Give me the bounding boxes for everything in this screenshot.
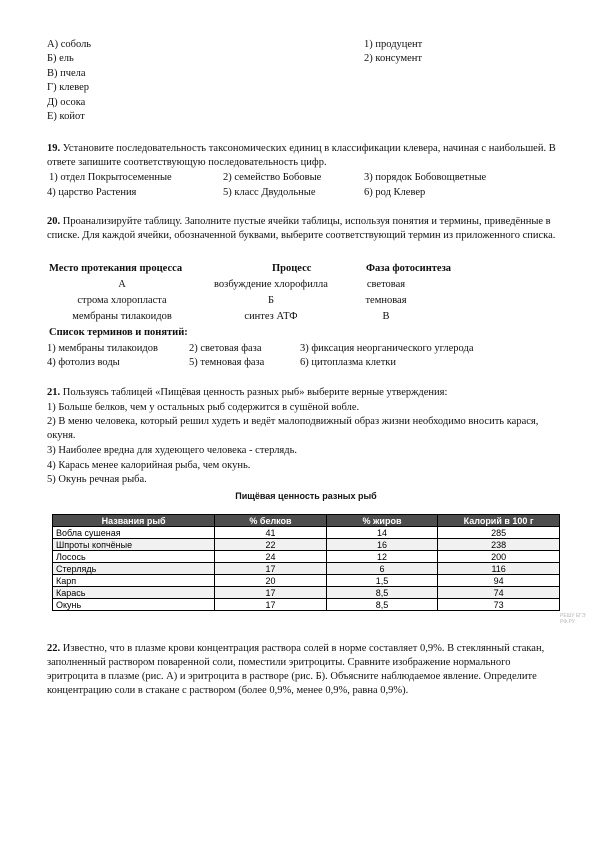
calorie-value: 238 — [438, 539, 560, 551]
watermark — [560, 613, 585, 625]
protein-value: 22 — [215, 539, 327, 551]
q19-option-5: 5) класс Двудольные — [223, 187, 316, 198]
q21-statement-1: 1) Больше белков, чем у остальных рыб содержится в сушёной вобле. — [47, 402, 360, 413]
q20-cell-place-3: мембраны тилакоидов — [72, 311, 172, 322]
fish-name: Шпроты копчёные — [53, 539, 215, 551]
column-header-fat: % жиров — [326, 515, 438, 527]
q20-cell-phase-1: световая — [366, 279, 406, 290]
protein-value: 41 — [215, 527, 327, 539]
calorie-value: 200 — [438, 551, 560, 563]
q20-cell-phase-2: темновая — [365, 295, 407, 306]
q20-term-5: 5) темновая фаза — [189, 357, 265, 368]
fish-name: Карп — [53, 575, 215, 587]
column-header-fish: Названия рыб — [53, 515, 215, 527]
q20-term-6: 6) цитоплазма клетки — [300, 357, 396, 368]
calorie-value: 73 — [438, 599, 560, 611]
protein-value: 17 — [215, 587, 327, 599]
fish-name: Лосось — [53, 551, 215, 563]
q20-cell-b: Б — [267, 295, 275, 306]
watermark-line-2: РФ.РУ — [560, 619, 575, 625]
fish-nutrition-table — [52, 514, 560, 611]
fat-value: 8,5 — [326, 587, 438, 599]
fat-value: 16 — [326, 539, 438, 551]
table-row — [53, 551, 560, 563]
q21-question — [47, 386, 557, 400]
q21-statement-2: 2) В меню человека, который решил худеть и ведёт малоподвижный образ жизни необходимо вносить карася, окуня. — [47, 416, 539, 441]
q20-cell-a: А — [118, 279, 126, 290]
q20-cell-place-2: строма хлоропласта — [77, 295, 167, 306]
fat-value: 6 — [326, 563, 438, 575]
q20-term-3: 3) фиксация неорганического углерода — [300, 343, 474, 354]
table-row — [53, 587, 560, 599]
column-header-protein: % белков — [215, 515, 327, 527]
q21-number: 21. — [47, 387, 61, 398]
table-row — [53, 575, 560, 587]
q19-option-1: 1) отдел Покрытосеменные — [49, 172, 172, 183]
protein-value: 24 — [215, 551, 327, 563]
fish-table-title: Пищёвая ценность разных рыб — [235, 491, 377, 501]
q20-list-title: Список терминов и понятий: — [49, 327, 188, 338]
q20-cell-process-1: возбуждение хлорофилла — [214, 279, 328, 290]
q20-header-process: Процесс — [272, 263, 312, 274]
table-row — [53, 599, 560, 611]
protein-value: 17 — [215, 599, 327, 611]
q21-statement-5: 5) Окунь речная рыба. — [47, 474, 147, 485]
q18-option-d: Д) осока — [47, 97, 86, 108]
q20-number: 20. — [47, 216, 61, 227]
fish-name: Карась — [53, 587, 215, 599]
protein-value: 20 — [215, 575, 327, 587]
q22-number: 22. — [47, 643, 61, 654]
q19-number: 19. — [47, 143, 61, 154]
fish-name: Окунь — [53, 599, 215, 611]
q19-text: Установите последовательность таксономических единиц в классификации клевера, начиная с наибольшей. В ответе запишите соответствующую последовательность цифр. — [47, 143, 556, 168]
q21-statement-4: 4) Карась менее калорийная рыба, чем окунь. — [47, 460, 251, 471]
table-row — [53, 527, 560, 539]
q20-cell-process-3: синтез АТФ — [244, 311, 298, 322]
q18-answer-2: 2) консумент — [364, 53, 422, 64]
q20-term-1: 1) мембраны тилакоидов — [47, 343, 158, 354]
calorie-value: 94 — [438, 575, 560, 587]
q18-option-g: Г) клевер — [47, 82, 89, 93]
q20-question — [47, 215, 557, 243]
fat-value: 8,5 — [326, 599, 438, 611]
fish-name: Вобла сушеная — [53, 527, 215, 539]
q22-text: Известно, что в плазме крови концентрация раствора солей в норме составляет 0,9%. В стеклянный стакан, заполненный раствором поваренной соли, поместили эритроциты. Сравните изображение нормального эритроцита в плазме (рис. А) и эритроцита в растворе (рис. Б). Объясните наблюдаемое явление. Определите концентрацию соли в стакане с раствором (более 0,9%, менее 0,9%, равна 0,9%). — [47, 643, 545, 696]
q20-header-place: Место протекания процесса — [49, 263, 183, 274]
q19-option-6: 6) род Клевер — [364, 187, 426, 198]
q19-option-4: 4) царство Растения — [47, 187, 137, 198]
calorie-value: 285 — [438, 527, 560, 539]
q20-header-phase: Фаза фотосинтеза — [366, 263, 452, 274]
watermark-line-1: РЕШУ ЕГЭ — [560, 613, 586, 619]
q21-text: Пользуясь таблицей «Пищёвая ценность разных рыб» выберите верные утверждения: — [62, 387, 448, 398]
fat-value: 14 — [326, 527, 438, 539]
table-header-row — [53, 515, 560, 527]
calorie-value: 74 — [438, 587, 560, 599]
q18-option-b: Б) ель — [47, 53, 74, 64]
q21-statement-3: 3) Наиболее вредна для худеющего человека - стерлядь. — [47, 445, 298, 456]
table-row — [53, 539, 560, 551]
q18-option-e: Е) койот — [47, 111, 85, 122]
column-header-calories: Калорий в 100 г — [438, 515, 560, 527]
q22-question — [47, 642, 557, 698]
q20-term-4: 4) фотолиз воды — [47, 357, 120, 368]
q18-answer-1: 1) продуцент — [364, 39, 423, 50]
q20-cell-v: В — [382, 311, 390, 322]
fish-name: Стерлядь — [53, 563, 215, 575]
fat-value: 12 — [326, 551, 438, 563]
q19-option-2: 2) семейство Бобовые — [223, 172, 322, 183]
q19-question — [47, 142, 557, 170]
protein-value: 17 — [215, 563, 327, 575]
q20-text: Проанализируйте таблицу. Заполните пустые ячейки таблицы, используя понятия и термины, приведённые в списке. Для каждой ячейки, обозначенной буквами, выберите соответствующий термин из приложенного списка. — [47, 216, 556, 241]
fat-value: 1,5 — [326, 575, 438, 587]
calorie-value: 116 — [438, 563, 560, 575]
q19-option-3: 3) порядок Бобовощветные — [364, 172, 487, 183]
q20-term-2: 2) световая фаза — [189, 343, 262, 354]
q18-option-v: В) пчела — [47, 68, 86, 79]
table-row — [53, 563, 560, 575]
q18-option-a: А) соболь — [47, 39, 92, 50]
